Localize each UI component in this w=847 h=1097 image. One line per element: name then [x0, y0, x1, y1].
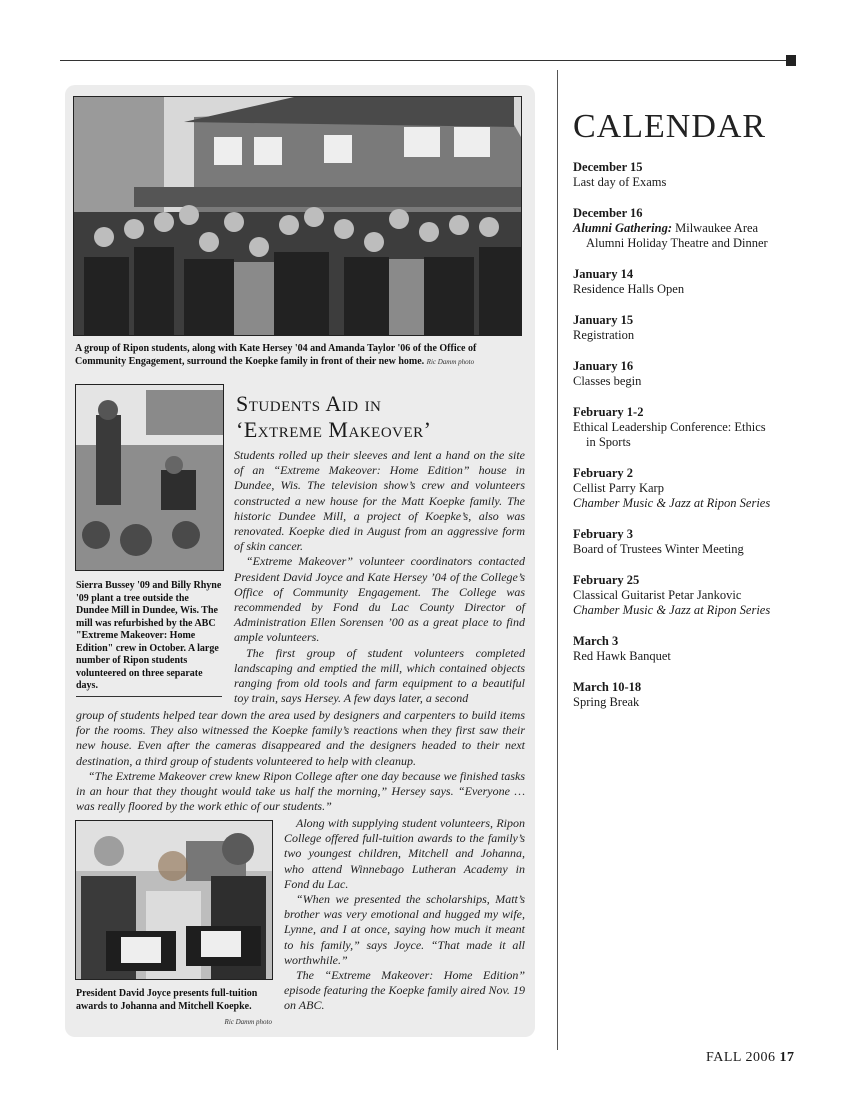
paragraph-2: “Extreme Makeover” volunteer coordinators contacted President David Joyce and Kate Hersey ’04 of the College’s Office of Community Engagement. The College was recommended by Fond du Lac County Director of Administration Ellen Sorensen ’00 as a great place to find ample volunteers.	[234, 554, 525, 645]
group-photo-credit: Ric Damm photo	[426, 357, 475, 366]
group-photo-caption	[75, 343, 525, 368]
calendar-item	[573, 405, 813, 450]
article-headline	[236, 391, 531, 443]
calendar-item	[573, 160, 813, 190]
calendar-event-text: Classical Guitarist Petar Jankovic	[573, 588, 742, 602]
paragraph-4: “The Extreme Makeover crew knew Ripon College after one day because we finished tasks in an hour that they thought would take us half the morning,” Hersey says. “Everyone … was really floored by the work ethic of our students.”	[76, 768, 525, 814]
calendar-event-line	[573, 420, 813, 435]
calendar-item	[573, 527, 813, 557]
calendar-event-text: Residence Halls Open	[573, 282, 685, 296]
top-rule-marker	[786, 55, 796, 66]
paragraph-3a: The first group of student volunteers completed landscaping and emptied the mill, which contained objects ranging from old tools and farm equipment to a beautiful toy train, says Hersey. A few days later, a second	[234, 645, 525, 706]
calendar-item	[573, 680, 813, 710]
calendar-event-text: Cellist Parry Karp	[573, 481, 664, 495]
calendar-event-line	[573, 496, 813, 511]
calendar-date: February 25	[573, 573, 640, 587]
calendar-event-line	[573, 328, 813, 343]
group-photo	[73, 96, 522, 336]
calendar-date: February 1-2	[573, 405, 644, 419]
calendar-date: December 16	[573, 206, 643, 220]
article-body-column-upper	[234, 448, 525, 706]
calendar-list	[573, 160, 813, 726]
calendar-event-text: Registration	[573, 328, 635, 342]
calendar-date: December 15	[573, 160, 643, 174]
calendar-event-line	[573, 374, 813, 389]
article-body-fullwidth	[76, 708, 525, 814]
calendar-event-line	[573, 588, 813, 603]
scholarship-photo	[75, 820, 273, 980]
calendar-date: February 2	[573, 466, 634, 480]
paragraph-3b: group of students helped tear down the area used by designers and carpenters to build items for the rooms. They also witnessed the Koepke family’s reactions when they first saw their new house. Even after the cameras disappeared and the designers headed to their next destination, a third group of students volunteered to help with cleanup.	[76, 708, 525, 768]
calendar-date: March 3	[573, 634, 619, 648]
page-number: 17	[779, 1050, 795, 1065]
calendar-date: March 10-18	[573, 680, 642, 694]
calendar-event-line	[573, 695, 813, 710]
calendar-item	[573, 267, 813, 297]
calendar-item	[573, 634, 813, 664]
scholarship-caption	[76, 988, 272, 1029]
calendar-item	[573, 466, 813, 511]
calendar-event-text: Last day of Exams	[573, 175, 667, 189]
headline-line-2: ‘Extreme Makeover’	[236, 417, 432, 442]
group-photo-caption-text: A group of Ripon students, along with Kate Hersey '04 and Amanda Taylor '06 of the Office of Community Engagement, surround the Koepke family in front of their new home.	[75, 343, 477, 367]
scholarship-caption-text: President David Joyce presents full-tuition awards to Johanna and Mitchell Koepke.	[76, 988, 258, 1012]
article-body-column-lower	[284, 816, 525, 1014]
tree-planting-photo	[75, 384, 224, 571]
calendar-event-line	[573, 175, 813, 190]
calendar-event-line	[573, 221, 813, 236]
calendar-date: January 16	[573, 359, 634, 373]
page-folio	[706, 1050, 794, 1066]
calendar-event-line	[573, 481, 813, 496]
paragraph-5: Along with supplying student volunteers, Ripon College offered full-tuition awards to the family’s two youngest children, Mitchell and Johanna, who attend Winnebago Lutheran Academy in Fond du Lac.	[284, 816, 525, 891]
paragraph-6: “When we presented the scholarships, Matt’s brother was very emotional and hugged my wife, Lynne, and I at once, saying how much it meant to his family,” says Joyce. “That made it all worthwhile.”	[284, 892, 525, 967]
paragraph-7: The “Extreme Makeover: Home Edition” episode featuring the Koepke family aired Nov. 19 on ABC.	[284, 968, 525, 1013]
calendar-event-line	[573, 542, 813, 557]
calendar-date: January 15	[573, 313, 634, 327]
calendar-event-text: Milwaukee Area	[672, 221, 759, 235]
top-rule	[60, 60, 790, 61]
calendar-item	[573, 359, 813, 389]
scholarship-photo-credit: Ric Damm photo	[224, 1018, 272, 1026]
paragraph-1: Students rolled up their sleeves and lent a hand on the site of an “Extreme Makeover: Home Edition” house in Dundee, Wis. The television show’s crew and volunteers constructed a new house for the Matt Koepke family. The historic Dundee Mill, a project of Koepke’s, also was renovated. Koepke died in August from an aggressive form of skin cancer.	[234, 448, 525, 554]
caption-rule	[76, 696, 222, 697]
calendar-event-text: in Sports	[586, 435, 631, 449]
calendar-item	[573, 206, 813, 251]
calendar-event-line	[573, 282, 813, 297]
calendar-event-line	[573, 236, 813, 251]
calendar-event-line	[573, 649, 813, 664]
calendar-date: January 14	[573, 267, 634, 281]
calendar-date: February 3	[573, 527, 634, 541]
calendar-event-text: Ethical Leadership Conference: Ethics	[573, 420, 766, 434]
calendar-event-label: Alumni Gathering:	[573, 221, 672, 235]
calendar-event-line	[573, 435, 813, 450]
calendar-event-text: Red Hawk Banquet	[573, 649, 671, 663]
calendar-event-text: Alumni Holiday Theatre and Dinner	[586, 236, 768, 250]
calendar-event-text: Spring Break	[573, 695, 640, 709]
calendar-item	[573, 573, 813, 618]
calendar-item	[573, 313, 813, 343]
calendar-event-text: Classes begin	[573, 374, 642, 388]
column-divider	[557, 70, 558, 1050]
calendar-event-text: Chamber Music & Jazz at Ripon Series	[573, 603, 771, 617]
calendar-event-text: Board of Trustees Winter Meeting	[573, 542, 744, 556]
calendar-event-line	[573, 603, 813, 618]
headline-line-1: Students Aid in	[236, 391, 382, 416]
calendar-event-text: Chamber Music & Jazz at Ripon Series	[573, 496, 771, 510]
calendar-title: CALENDAR	[573, 108, 767, 145]
issue-label: FALL 2006	[706, 1050, 776, 1065]
tree-planting-caption: Sierra Bussey '09 and Billy Rhyne '09 plant a tree outside the Dundee Mill in Dundee, Wis. The mill was refurbished by the ABC "Extreme Makeover: Home Edition" crew in October. A large number of Ripon students volunteered on three separate days.	[76, 580, 222, 691]
